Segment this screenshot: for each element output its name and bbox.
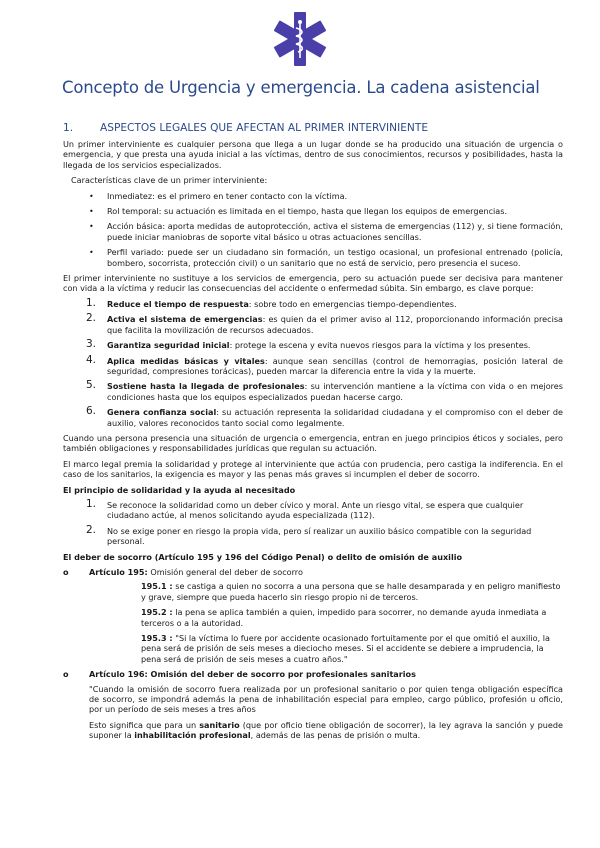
document-body	[63, 139, 563, 746]
page-title: Concepto de Urgencia y emergencia. La cadena asistencial	[62, 78, 540, 97]
article-195: o Artículo 195: Omisión general del deber de socorro	[63, 567, 303, 577]
list-item: • Perfil variado: puede ser un ciudadano sin formación, un testigo ocasional, un profesional entrenado (policía, bombero, socorrista, protección civil) o un sanitario que no está de servicio, pero presencia el suceso.	[63, 247, 563, 268]
ethics-paragraph: Cuando una persona presencia una situación de urgencia o emergencia, entran en juego principios éticos y sociales, pero también obligaciones y responsabilidades jurídicas que regulan su actuación.	[63, 432, 563, 454]
article-195-3: 195.3 : "Si la víctima lo fuere por accidente ocasionado fortuitamente por el que omitió el auxilio, la pena será de prisión de seis meses a dieciocho meses. Si el accidente se debiere a imprudencia, la pena será de prisión de seis meses a cuatro años."	[141, 633, 550, 664]
article-195-1: 195.1 : se castiga a quien no socorra a una persona que se halle desamparada y en peligro manifiesto y grave, siempre que pueda hacerlo sin riesgo propio ni de terceros.	[141, 581, 561, 602]
list-item: 3. Garantiza seguridad inicial: protege la escena y evita nuevos riesgos para la víctima y los presentes.	[86, 338, 531, 351]
legal-framework-paragraph: El marco legal premia la solidaridad y protege al interviniente que actúa con prudencia, pero castiga la indiferencia. En el caso de los sanitarios, la exigencia es mayor y las penas más graves si incumplen el deber de socorro.	[63, 458, 563, 480]
list-item: • Inmediatez: es el primero en tener contacto con la víctima.	[63, 191, 563, 201]
importance-paragraph: El primer interviniente no sustituye a los servicios de emergencia, pero su actuación puede ser decisiva para mantener con vida a la víctima y reducir las consecuencias del accidente o enfermedad súbita. Sin embargo, es clave porque:	[63, 273, 563, 294]
section-title: ASPECTOS LEGALES QUE AFECTAN AL PRIMER INTERVINIENTE	[100, 122, 429, 134]
section-number: 1.	[63, 122, 74, 134]
article-196-explanation: Esto significa que para un sanitario (que por oficio tiene obligación de socorrer), la ley agrava la sanción y puede suponer la inhabilitación profesional, además de las penas de prisión o multa.	[89, 719, 564, 741]
reasons-list	[63, 296, 564, 428]
star-of-life-icon	[270, 10, 330, 68]
article-195-2: 195.2 : la pena se aplica también a quien, impedido para socorrer, no demande ayuda inmediata a terceros o a la autoridad.	[141, 607, 547, 628]
section-heading	[63, 122, 563, 134]
article-196-quote: "Cuando la omisión de socorro fuera realizada por un profesional sanitario o por quien tenga obligación específica de socorro, se impondrá además la pena de inhabilitación especial para empleo, cargo público, profesión u oficio, por un período de seis meses a tres años	[89, 683, 563, 715]
solidarity-list	[63, 497, 563, 547]
list-item: 1. Reduce el tiempo de respuesta: sobre todo en emergencias tiempo-dependientes.	[86, 296, 457, 309]
list-item: 6. Genera confianza social: su actuación representa la solidaridad ciudadana y el compromiso con el deber de auxilio, valores reconocidos tanto social como legalmente.	[86, 405, 563, 428]
list-item: 4. Aplica medidas básicas y vitales: aunque sean sencillas (control de hemorragias, posición lateral de seguridad, compresiones torácicas), pueden marcar la diferencia entre la vida y la muerte.	[86, 353, 563, 376]
list-item: 2. No se exige poner en riesgo la propia vida, pero sí realizar un auxilio básico compatible con la seguridad personal.	[86, 523, 532, 547]
list-item: 5. Sostiene hasta la llegada de profesionales: su intervención mantiene a la víctima con vida o en mejores condiciones hasta que los equipos especializados puedan hacerse cargo.	[86, 379, 563, 402]
list-item: 2. Activa el sistema de emergencias: es quien da el primer aviso al 112, proporcionando información precisa que facilita la movilización de recursos adecuados.	[86, 312, 564, 335]
duty-heading: El deber de socorro (Artículo 195 y 196 del Código Penal) o delito de omisión de auxilio	[63, 551, 463, 562]
characteristics-intro: Características clave de un primer interviniente:	[71, 175, 268, 186]
solidarity-heading: El principio de solidaridad y la ayuda al necesitado	[63, 484, 296, 495]
list-item: • Acción básica: aporta medidas de autoprotección, activa el sistema de emergencias (112) y, si tiene formación, puede iniciar maniobras de soporte vital básico u otras actuaciones sencillas.	[63, 221, 563, 242]
list-item: 1. Se reconoce la solidaridad como un deber cívico y moral. Ante un riesgo vital, se espera que cualquier ciudadano actúe, al menos solicitando ayuda especializada (112).	[86, 497, 524, 521]
characteristics-list	[63, 191, 563, 268]
bullet: o	[63, 567, 69, 577]
list-item: • Rol temporal: su actuación es limitada en el tiempo, hasta que llegan los equipos de emergencias.	[63, 206, 563, 216]
intro-paragraph: Un primer interviniente es cualquier persona que llega a un lugar donde se ha producido una situación de urgencia o emergencia, y que presta una ayuda inicial a las víctimas, dentro de sus conocimientos, recursos y posibilidades, hasta la llegada de los servicios especializados.	[63, 139, 563, 170]
bullet: o	[63, 669, 69, 680]
article-196: o Artículo 196: Omisión del deber de socorro por profesionales sanitarios	[63, 669, 416, 680]
